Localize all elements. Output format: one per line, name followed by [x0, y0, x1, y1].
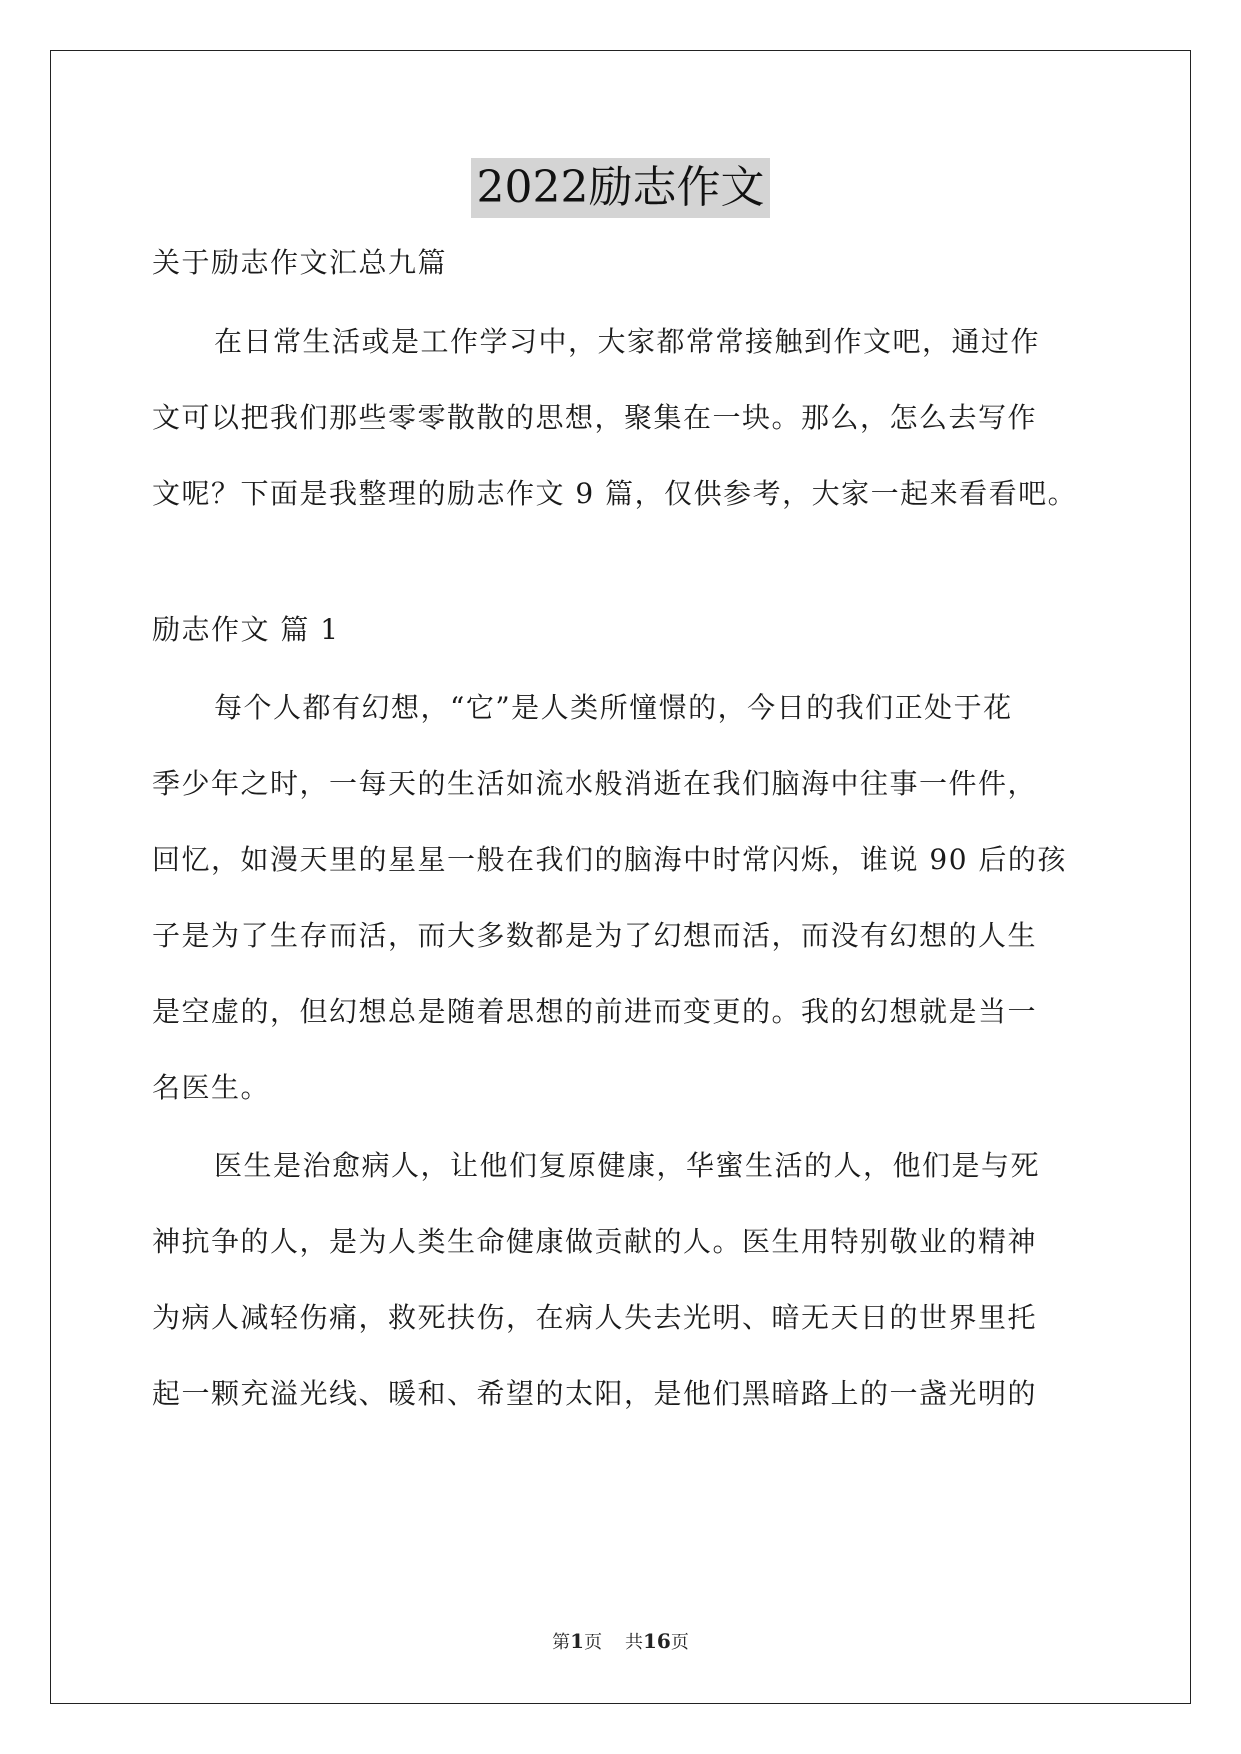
page-number: 1	[570, 1629, 585, 1653]
document-title: 2022励志作文	[471, 158, 771, 218]
total-prefix: 共	[624, 1632, 643, 1653]
total-pages: 16	[642, 1629, 671, 1653]
paragraph-line: 回忆，如漫天里的星星一般在我们的脑海中时常闪烁，谁说 90 后的孩	[152, 843, 1067, 876]
intro-line: 文可以把我们那些零零散散的思想，聚集在一块。那么，怎么去写作	[152, 401, 1038, 434]
page-suffix: 页	[584, 1632, 603, 1653]
page-footer	[0, 1628, 1241, 1654]
paragraph-line: 每个人都有幻想，“它”是人类所憧憬的，今日的我们正处于花	[214, 691, 1013, 724]
paragraph-line: 医生是治愈病人，让他们复原健康，华蜜生活的人，他们是与死	[214, 1149, 1041, 1182]
paragraph-line: 季少年之时，一每天的生活如流水般消逝在我们脑海中往事一件件，	[152, 767, 1038, 800]
intro-line: 在日常生活或是工作学习中，大家都常常接触到作文吧，通过作	[214, 325, 1041, 358]
page-prefix: 第	[552, 1632, 571, 1653]
title-container	[0, 158, 1241, 218]
paragraph-line: 神抗争的人，是为人类生命健康做贡献的人。医生用特别敬业的精神	[152, 1225, 1038, 1258]
paragraph-line: 为病人减轻伤痛，救死扶伤，在病人失去光明、暗无天日的世界里托	[152, 1301, 1038, 1334]
paragraph-line: 是空虚的，但幻想总是随着思想的前进而变更的。我的幻想就是当一	[152, 995, 1038, 1028]
paragraph-line: 名医生。	[152, 1071, 271, 1104]
total-suffix: 页	[670, 1632, 689, 1653]
paragraph-line: 起一颗充溢光线、暖和、希望的太阳，是他们黑暗路上的一盏光明的	[152, 1377, 1038, 1410]
paragraph-line: 子是为了生存而活，而大多数都是为了幻想而活，而没有幻想的人生	[152, 919, 1038, 952]
document-subtitle: 关于励志作文汇总九篇	[152, 246, 448, 279]
section-heading: 励志作文 篇 1	[152, 613, 340, 646]
intro-line: 文呢？下面是我整理的励志作文 9 篇，仅供参考，大家一起来看看吧。	[152, 477, 1078, 510]
